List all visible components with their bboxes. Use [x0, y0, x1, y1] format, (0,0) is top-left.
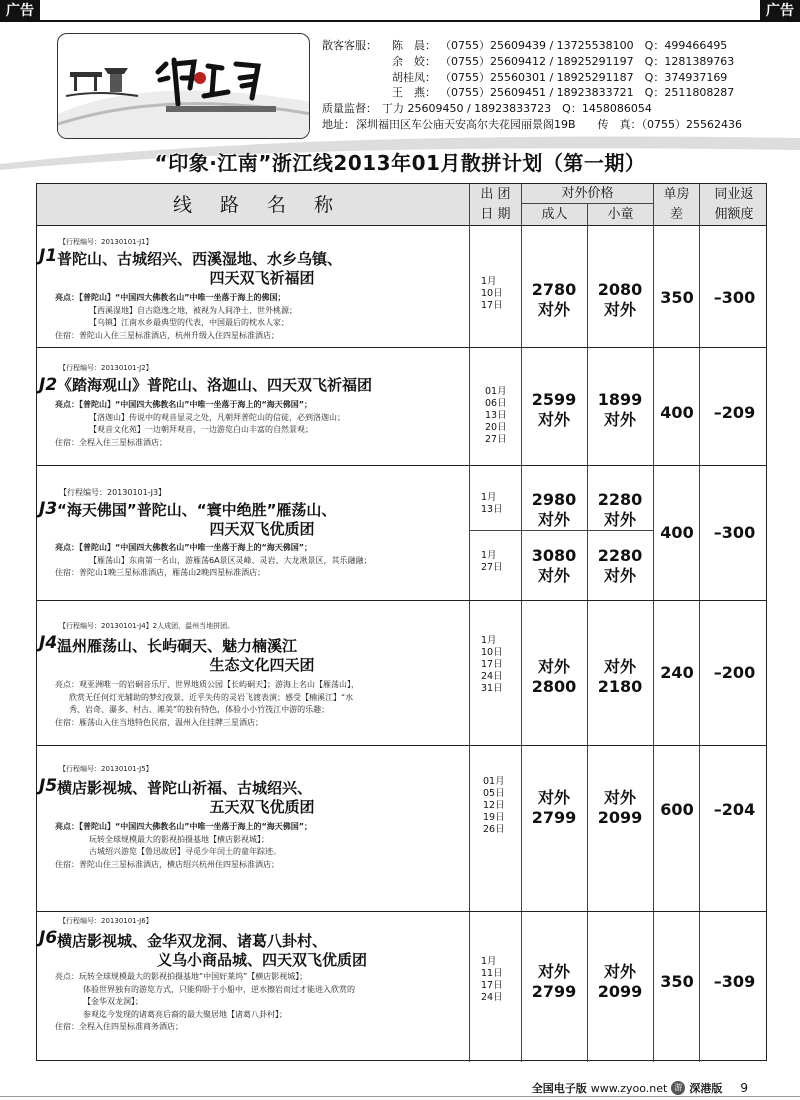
route-code: 【行程编号：20130101-J4】2人成团，温州当地拼团。	[59, 622, 235, 630]
single-room-supplement: 350	[660, 972, 694, 991]
address-info: 深圳福田区车公庙天安高尔夫花园丽景阁19B 传 真：（0755）25562436	[356, 117, 743, 131]
agent-info: （0755）25560301 / 18925291187 Q：374937169	[440, 70, 728, 84]
agent-name: 余 姣：	[392, 54, 436, 68]
highlight-line: 亮点：【普陀山】“中国四大佛教名山”中唯一坐落于海上的“海天佛国”；	[55, 822, 313, 831]
route-highlights	[55, 542, 467, 580]
single-room-supplement: 400	[660, 523, 694, 542]
route-code: 【行程编号：20130101-J1】	[59, 238, 153, 246]
highlight-line: 亮点：【普陀山】“中国四大佛教名山”中唯一坐落于海上的“海天佛国”；	[55, 400, 313, 409]
agent-name: 胡桂凤：	[392, 70, 436, 84]
commission: –209	[713, 403, 756, 422]
commission: –300	[713, 523, 756, 542]
highlight-line: 古城绍兴游览【鲁迅故居】寻觅少年闰土的童年踪迹。	[89, 847, 281, 857]
highlight-line: 住宿：雁荡山入住当地特色民宿，温州入住挂牌三星酒店；	[55, 717, 263, 727]
table-header	[37, 184, 766, 226]
agent-name: 陈 晨：	[392, 39, 436, 52]
highlight-line: 【金华双龙洞】；	[83, 997, 143, 1007]
footer-edition: 全国电子版	[531, 1082, 587, 1095]
highlight-line: 欣赏无任何灯光辅助的梦幻夜景、近乎失传的灵岩飞渡表演；感受【楠溪江】“水	[69, 692, 354, 702]
route-code: 【行程编号：20130101-J2】	[59, 364, 153, 372]
route-id: J2	[39, 375, 58, 395]
adult-price: 对外 2799	[531, 788, 577, 827]
route-highlights	[55, 292, 467, 342]
header-route: 线路名称	[172, 194, 361, 216]
highlight-line: 参观迄今发现的诸葛亮后裔的最大聚居地【诸葛八卦村】；	[83, 1009, 287, 1019]
header-price-title: 对外价格	[522, 184, 653, 204]
highlight-line: 【西溪湿地】自古隐逸之地，被视为人间净土、世外桃源；	[89, 305, 297, 315]
highlight-line: 体验世界独有的游览方式，只能仰卧于小船中，逆水擦岩而过才能进入欣赏的	[83, 984, 355, 994]
highlight-line: 秀、岩奇、瀑多、村古、滩美”的独有特色，体验小小竹筏江中游的乐趣；	[69, 705, 330, 715]
single-room-supplement: 400	[660, 403, 694, 422]
child-price: 2080 对外	[597, 280, 643, 319]
departure-dates: 1月 11日 17日 24日	[481, 956, 503, 1003]
header-date-l2: 日 期	[480, 207, 511, 222]
ad-label-right: 广告	[760, 0, 800, 22]
departure-dates: 01月 06日 13日 20日 27日	[485, 386, 507, 445]
route-name-line1: 温州雁荡山、长屿硐天、魅力楠溪江	[57, 637, 298, 655]
highlight-line: 住宿：普陀山1晚三星标准酒店，雁荡山2晚四星标准酒店；	[55, 568, 266, 578]
adult-price: 2780 对外	[531, 280, 577, 319]
header-room	[653, 184, 699, 226]
header-room-l2: 差	[669, 207, 683, 222]
highlight-line: 【观音文化苑】一边朝拜观音，一边游览白山丰富的自然景观；	[89, 425, 313, 435]
route-name-line2: 四天双飞祈福团	[209, 269, 315, 287]
child-price: 对外 2099	[597, 788, 643, 827]
highlight-line: 玩转全球规模最大的影视拍摄基地【横店影视城】；	[89, 834, 269, 844]
route-name-line2: 四天双飞优质团	[209, 520, 315, 538]
contact-row	[322, 38, 792, 54]
highlight-line: 【洛迦山】传说中的观音显灵之处，凡朝拜普陀山的信徒，必到洛迦山；	[89, 412, 345, 422]
route-name	[57, 779, 467, 817]
agent-info: （0755）25609451 / 18923833721 Q：2511808287	[440, 86, 735, 100]
route-name	[57, 250, 467, 288]
page-number: 9	[740, 1081, 748, 1095]
header-comm-l2: 佣额度	[714, 207, 754, 222]
commission: –300	[713, 288, 756, 307]
route-name	[57, 637, 467, 675]
route-id: J4	[39, 633, 58, 653]
contact-row	[322, 85, 792, 101]
agent-name: 王 燕：	[392, 86, 436, 100]
route-name-line2: 生态文化四天团	[209, 656, 315, 674]
departure-dates: 1月 13日	[481, 492, 503, 515]
route-code: 【行程编号：20130101-J5】	[59, 765, 153, 773]
route-name-line1: “海天佛国”普陀山、“寰中绝胜”雁荡山、	[57, 501, 337, 519]
child-price: 1899 对外	[597, 390, 643, 429]
route-table	[36, 183, 767, 1061]
page-footer	[532, 1080, 748, 1096]
contact-row	[322, 54, 792, 70]
address-label: 地址：	[322, 117, 355, 131]
table-row	[37, 466, 766, 601]
adult-price: 对外 2800	[531, 657, 577, 696]
route-highlights	[55, 679, 467, 729]
route-code: 【行程编号：20130101-J3】	[59, 488, 167, 497]
header-commission	[699, 184, 768, 226]
route-id: J3	[39, 499, 58, 519]
route-name	[57, 932, 467, 970]
header-adult: 成人	[541, 207, 568, 222]
contact-block	[322, 38, 792, 133]
route-highlights	[55, 821, 467, 871]
page-title: “印象·江南”浙江线2013年01月散拼计划（第一期）	[154, 151, 646, 175]
highlight-line: 【乌镇】江南水乡最典型的代表，中国最后的枕水人家；	[89, 318, 289, 328]
header-room-l1: 单房	[663, 187, 690, 202]
table-row	[37, 912, 766, 1062]
single-room-supplement: 350	[660, 288, 694, 307]
route-name-line1: 横店影视城、普陀山祈福、古城绍兴、	[57, 779, 313, 797]
single-room-supplement: 600	[660, 800, 694, 819]
commission: –204	[713, 800, 756, 819]
route-name-line1: 横店影视城、金华双龙洞、诸葛八卦村、	[57, 932, 328, 950]
highlight-line: 住宿：普陀山住三星标准酒店，横店绍兴杭州住四星标准酒店；	[55, 859, 279, 869]
child-price: 对外 2180	[597, 657, 643, 696]
route-name	[57, 376, 467, 395]
footer-region: 深港版	[689, 1082, 723, 1095]
adult-price: 2980 对外	[531, 490, 577, 529]
table-row	[37, 226, 766, 348]
bottom-rule	[0, 1096, 800, 1097]
departure-dates: 01月 05日 12日 19日 26日	[483, 776, 505, 835]
child-price: 对外 2099	[597, 962, 643, 1001]
header-date-l1: 出 团	[480, 187, 511, 202]
route-name	[57, 501, 467, 539]
route-highlights	[55, 399, 467, 449]
route-name-line1: 《踏海观山》普陀山、洛迦山、四天双飞祈福团	[57, 376, 373, 394]
departure-dates: 1月 27日	[481, 550, 503, 573]
highlight-line: 亮点：观亚洲唯一的岩硐音乐厅、世界地质公园【长屿硐天】；游海上名山【雁荡山】，	[55, 680, 359, 689]
header-child: 小童	[587, 204, 653, 225]
highlight-line: 住宿：全程入住四星标准商务酒店；	[55, 1022, 183, 1032]
adult-price: 3080 对外	[531, 546, 577, 585]
table-row	[37, 601, 766, 746]
child-price: 2280 对外	[597, 546, 643, 585]
route-highlights	[55, 971, 467, 1034]
route-id: J5	[39, 776, 58, 796]
header-price	[521, 184, 653, 226]
route-id: J1	[39, 246, 58, 266]
contact-row	[322, 70, 792, 86]
child-price: 2280 对外	[597, 490, 643, 529]
route-id: J6	[39, 928, 58, 948]
route-name-line2: 义乌小商品城、四天双飞优质团	[156, 951, 367, 969]
commission: –200	[713, 663, 756, 682]
highlight-line: 亮点：【普陀山】“中国四大佛教名山”中唯一坐落于海上的“海天佛国”；	[55, 543, 313, 552]
badge-icon: 游	[671, 1081, 685, 1095]
route-code: 【行程编号：20130101-J6】	[59, 917, 153, 925]
commission: –309	[713, 972, 756, 991]
service-label: 散客客服：	[322, 39, 377, 52]
route-name-line1: 普陀山、古城绍兴、西溪湿地、水乡乌镇、	[57, 250, 343, 268]
adult-price: 对外 2799	[531, 962, 577, 1001]
agent-info: （0755）25609439 / 13725538100 Q：499466495	[440, 39, 728, 52]
single-room-supplement: 240	[660, 663, 694, 682]
supervisor-row	[322, 101, 792, 117]
departure-dates: 1月 10日 17日 24日 31日	[481, 635, 503, 694]
route-name-line2: 五天双飞优质团	[209, 798, 315, 816]
adult-price: 2599 对外	[531, 390, 577, 429]
supervisor-label: 质量监督：	[322, 102, 377, 116]
highlight-line: 【雁荡山】东南第一名山，游雁荡6A景区灵峰、灵岩、大龙湫景区，其乐融融；	[89, 555, 372, 565]
supervisor-info: 丁力 25609450 / 18923833723 Q：1458086054	[382, 102, 652, 116]
top-rule	[0, 20, 800, 22]
table-row	[37, 348, 766, 466]
footer-site[interactable]: www.zyoo.net	[590, 1081, 668, 1095]
agent-info: （0755）25609412 / 18925291197 Q：1281389763	[440, 54, 735, 68]
highlight-line: 住宿：全程入住三星标准酒店；	[55, 437, 167, 447]
ad-label-left: 广告	[0, 0, 40, 22]
table-row	[37, 746, 766, 912]
highlight-line: 亮点：【普陀山】“中国四大佛教名山”中唯一坐落于海上的佛国；	[55, 293, 286, 302]
highlight-line: 住宿：普陀山入住三星标准酒店，杭州升级入住四星标准酒店；	[55, 330, 279, 340]
departure-dates: 1月 10日 17日	[481, 276, 503, 311]
highlight-line: 亮点：玩转全球规模最大的影视拍摄基地“中国好莱坞”【横店影视城】；	[55, 972, 308, 981]
header-date	[469, 184, 521, 226]
header-comm-l1: 同业返	[714, 187, 754, 202]
